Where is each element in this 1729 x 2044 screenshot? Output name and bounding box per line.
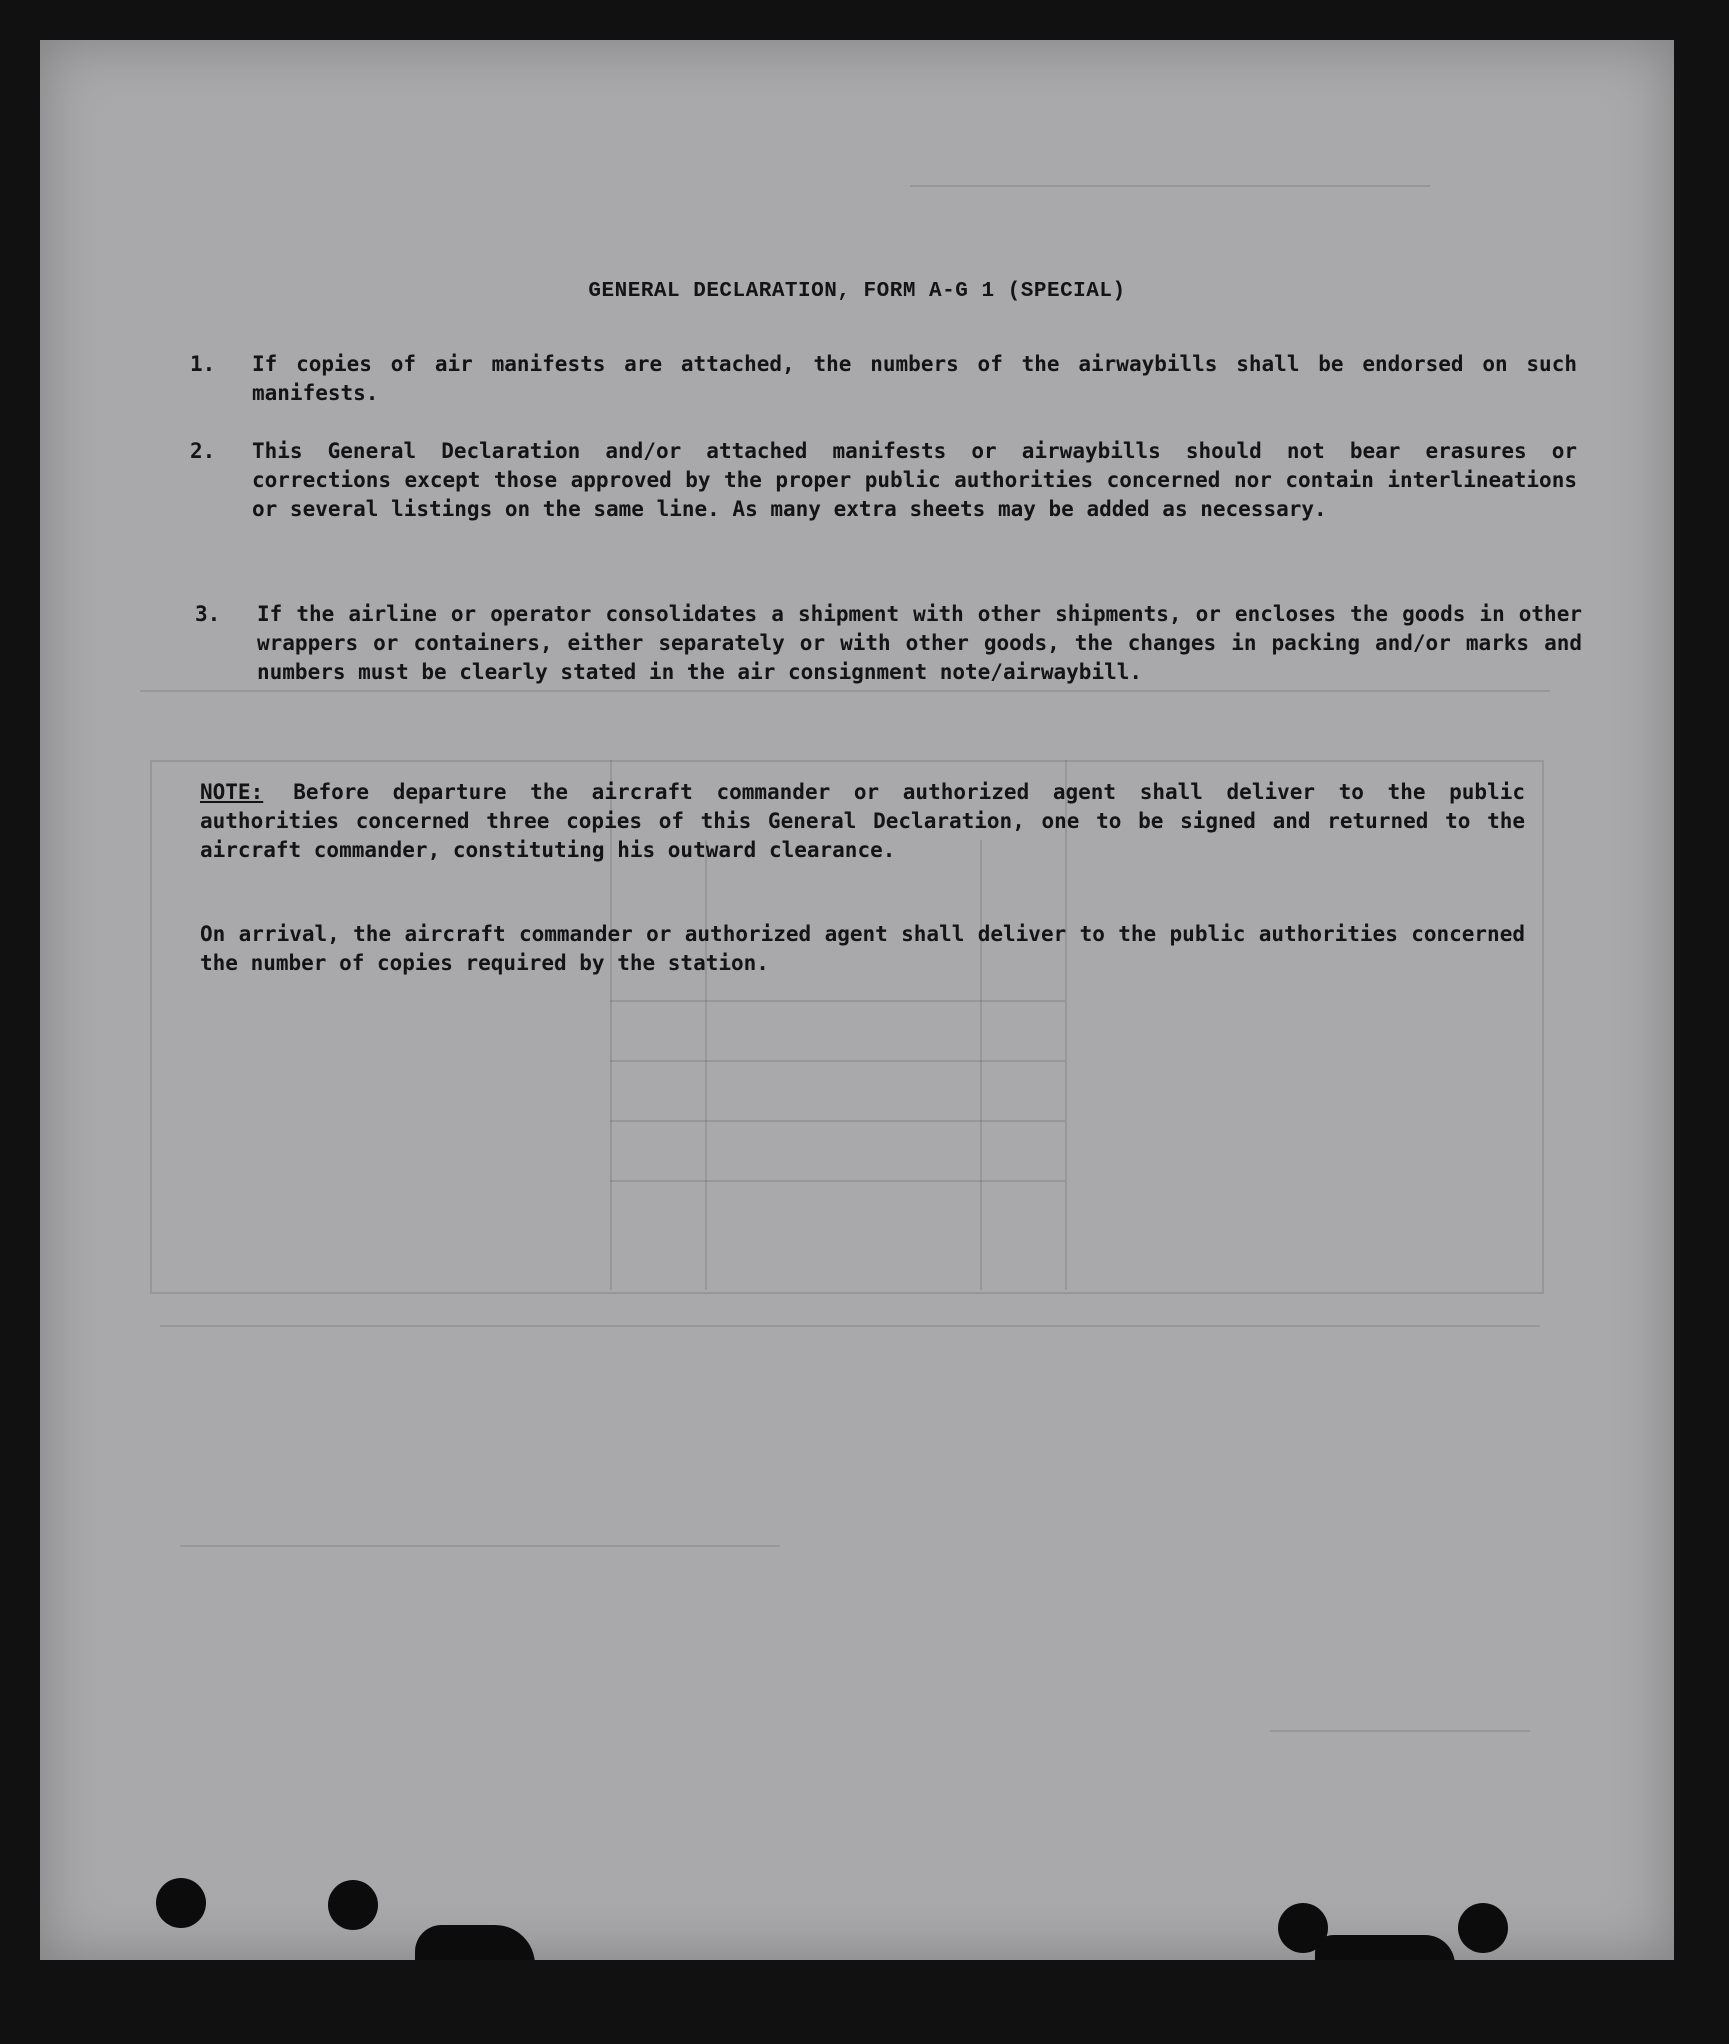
note-departure: [200, 778, 1525, 865]
item-text: This General Declaration and/or attached manifests or airwaybills should not bear erasures or corrections except those approved by the proper public authorities concerned nor contain interlineations or several listings on the same line. As many extra sheets may be added as necessary.: [252, 439, 1577, 521]
bleed-through-rule: [610, 1120, 1065, 1122]
bleed-through-rule: [980, 840, 982, 1290]
document-page: [40, 40, 1674, 1960]
item-text: If copies of air manifests are attached, the numbers of the airwaybills shall be endorsed on such manifests.: [252, 352, 1577, 405]
note-departure-text: Before departure the aircraft commander or authorized agent shall deliver to the public authorities concerned three copies of this General Declaration, one to be signed and returned to the aircraft commander, constituting his outward clearance.: [200, 780, 1525, 862]
note-arrival-text: On arrival, the aircraft commander or authorized agent shall deliver to the public authorities concerned the number of copies required by the station.: [200, 922, 1525, 975]
torn-edge: [1315, 1935, 1455, 1960]
punch-hole: [1458, 1903, 1508, 1953]
bleed-through-rule: [610, 1000, 1065, 1002]
bleed-through-rule: [705, 840, 707, 1290]
punch-hole: [156, 1878, 206, 1928]
document-title: GENERAL DECLARATION, FORM A-G 1 (SPECIAL): [588, 280, 1126, 303]
bleed-through-rule: [610, 1180, 1065, 1182]
bleed-through-rule: [610, 1060, 1065, 1062]
torn-edge: [415, 1925, 535, 1960]
item-number: 2.: [190, 439, 216, 463]
bleed-through-rule: [160, 1325, 1540, 1327]
instruction-item-1: [190, 350, 1577, 410]
bleed-through-rule: [180, 1545, 780, 1547]
instruction-item-3: [195, 600, 1582, 720]
item-number: 1.: [190, 352, 216, 376]
note-arrival: [200, 920, 1525, 978]
item-text: If the airline or operator consolidates a shipment with other shipments, or encloses the goods in other wrappers or containers, either separately or with other goods, the changes in packing and/or marks and numbers must be clearly stated in the air consignment note/airwaybill.: [257, 602, 1582, 684]
bleed-through-rule: [910, 185, 1430, 187]
note-label: NOTE:: [200, 780, 264, 804]
instruction-item-2: [190, 437, 1577, 557]
item-number: 3.: [195, 602, 221, 626]
bleed-through-rule: [1270, 1730, 1530, 1732]
punch-hole: [328, 1880, 378, 1930]
